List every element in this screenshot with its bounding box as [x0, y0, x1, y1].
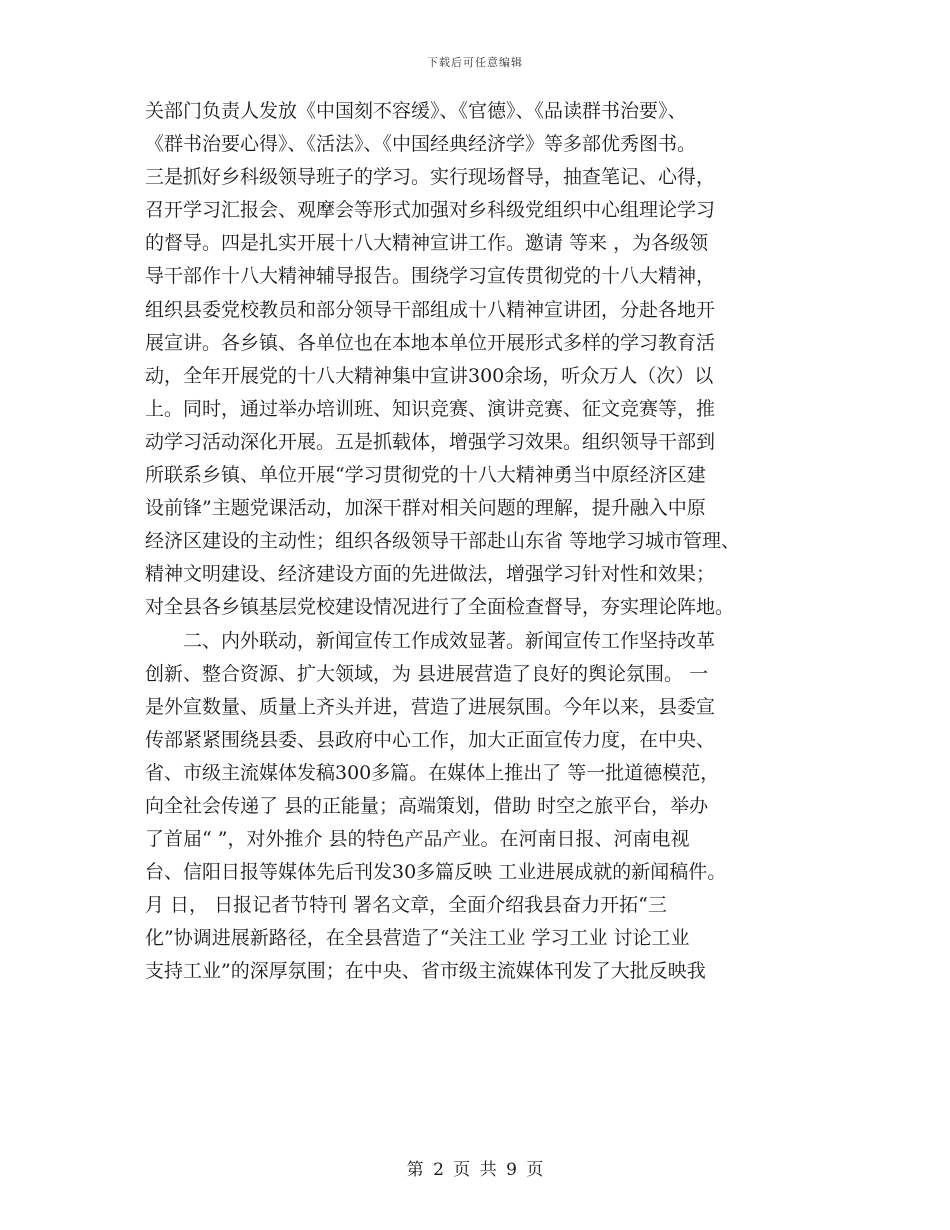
text-line: 《群书治要心得》、《活法》、《中国经典经济学》等多部优秀图书。: [145, 133, 697, 156]
text-line: 台、信阳日报等媒体先后刊发30多篇反映 工业进展成就的新闻稿件。: [145, 861, 727, 884]
text-line: 三是抓好乡科级领导班子的学习。实行现场督导，抽查笔记、心得，: [145, 166, 716, 189]
text-line: 精神文明建设、经济建设方面的先进做法，增强学习针对性和效果；: [145, 563, 716, 586]
text-line: 了首届“ ”，对外推介 县的特色产品产业。在河南日报、河南电视: [145, 828, 690, 851]
page-header: 下载后可任意编辑: [427, 56, 523, 69]
text-line: 展宣讲。各乡镇、各单位也在本地本单位开展形式多样的学习教育活: [145, 331, 716, 354]
text-line: 组织县委党校教员和部分领导干部组成十八精神宣讲团，分赴各地开: [145, 298, 716, 321]
text-line: 召开学习汇报会、观摩会等形式加强对乡科级党组织中心组理论学习: [145, 199, 716, 222]
text-line: 月 日， 日报记者节特刊 署名文章，全面介绍我县奋力开拓“三: [145, 894, 667, 917]
text-line: 化”协调进展新路径，在全县营造了“关注工业 学习工业 讨论工业: [145, 927, 690, 950]
text-line: 创新、整合资源、扩大领域，为 县进展营造了良好的舆论氛围。 一: [145, 662, 709, 685]
text-line: 省、市级主流媒体发稿300多篇。在媒体上推出了 等一批道德模范，: [145, 761, 720, 784]
text-line: 导干部作十八大精神辅导报告。围绕学习宣传贯彻党的十八大精神，: [145, 265, 716, 288]
text-line: 向全社会传递了 县的正能量；高端策划，借助 时空之旅平台，举办: [145, 794, 709, 817]
text-line: 所联系乡镇、单位开展“学习贯彻党的十八大精神勇当中原经济区建: [145, 464, 706, 487]
text-line: 设前锋”主题党课活动，加深干群对相关问题的理解，提升融入中原: [145, 497, 706, 520]
text-line: 二、内外联动，新闻宣传工作成效显著。新闻宣传工作坚持改革: [145, 629, 716, 652]
text-line: 上。同时，通过举办培训班、知识竞赛、演讲竞赛、征文竞赛等，推: [145, 397, 716, 420]
body-text: [145, 95, 815, 989]
text-line: 的督导。四是扎实开展十八大精神宣讲工作。邀请 等来 ，为各级领: [145, 232, 709, 255]
text-line: 动，全年开展党的十八大精神集中宣讲300余场，听众万人（次）以: [145, 364, 714, 387]
text-line: 对全县各乡镇基层党校建设情况进行了全面检查督导，夯实理论阵地。: [145, 596, 735, 619]
text-line: 是外宣数量、质量上齐头并进，营造了进展氛围。今年以来，县委宣: [145, 695, 716, 718]
text-line: 支持工业”的深厚氛围；在中央、省市级主流媒体刊发了大批反映我: [145, 960, 706, 983]
text-line: 关部门负责人发放《中国刻不容缓》、《官德》、《品读群书治要》、: [145, 100, 687, 122]
page-number: 第 2 页 共 9 页: [406, 1160, 544, 1180]
text-line: 传部紧紧围绕县委、县政府中心工作，加大正面宣传力度，在中央、: [145, 728, 716, 751]
text-line: 经济区建设的主动性；组织各级领导干部赴山东省 等地学习城市管理、: [145, 530, 741, 553]
text-line: 动学习活动深化开展。五是抓载体，增强学习效果。组织领导干部到: [145, 430, 716, 453]
